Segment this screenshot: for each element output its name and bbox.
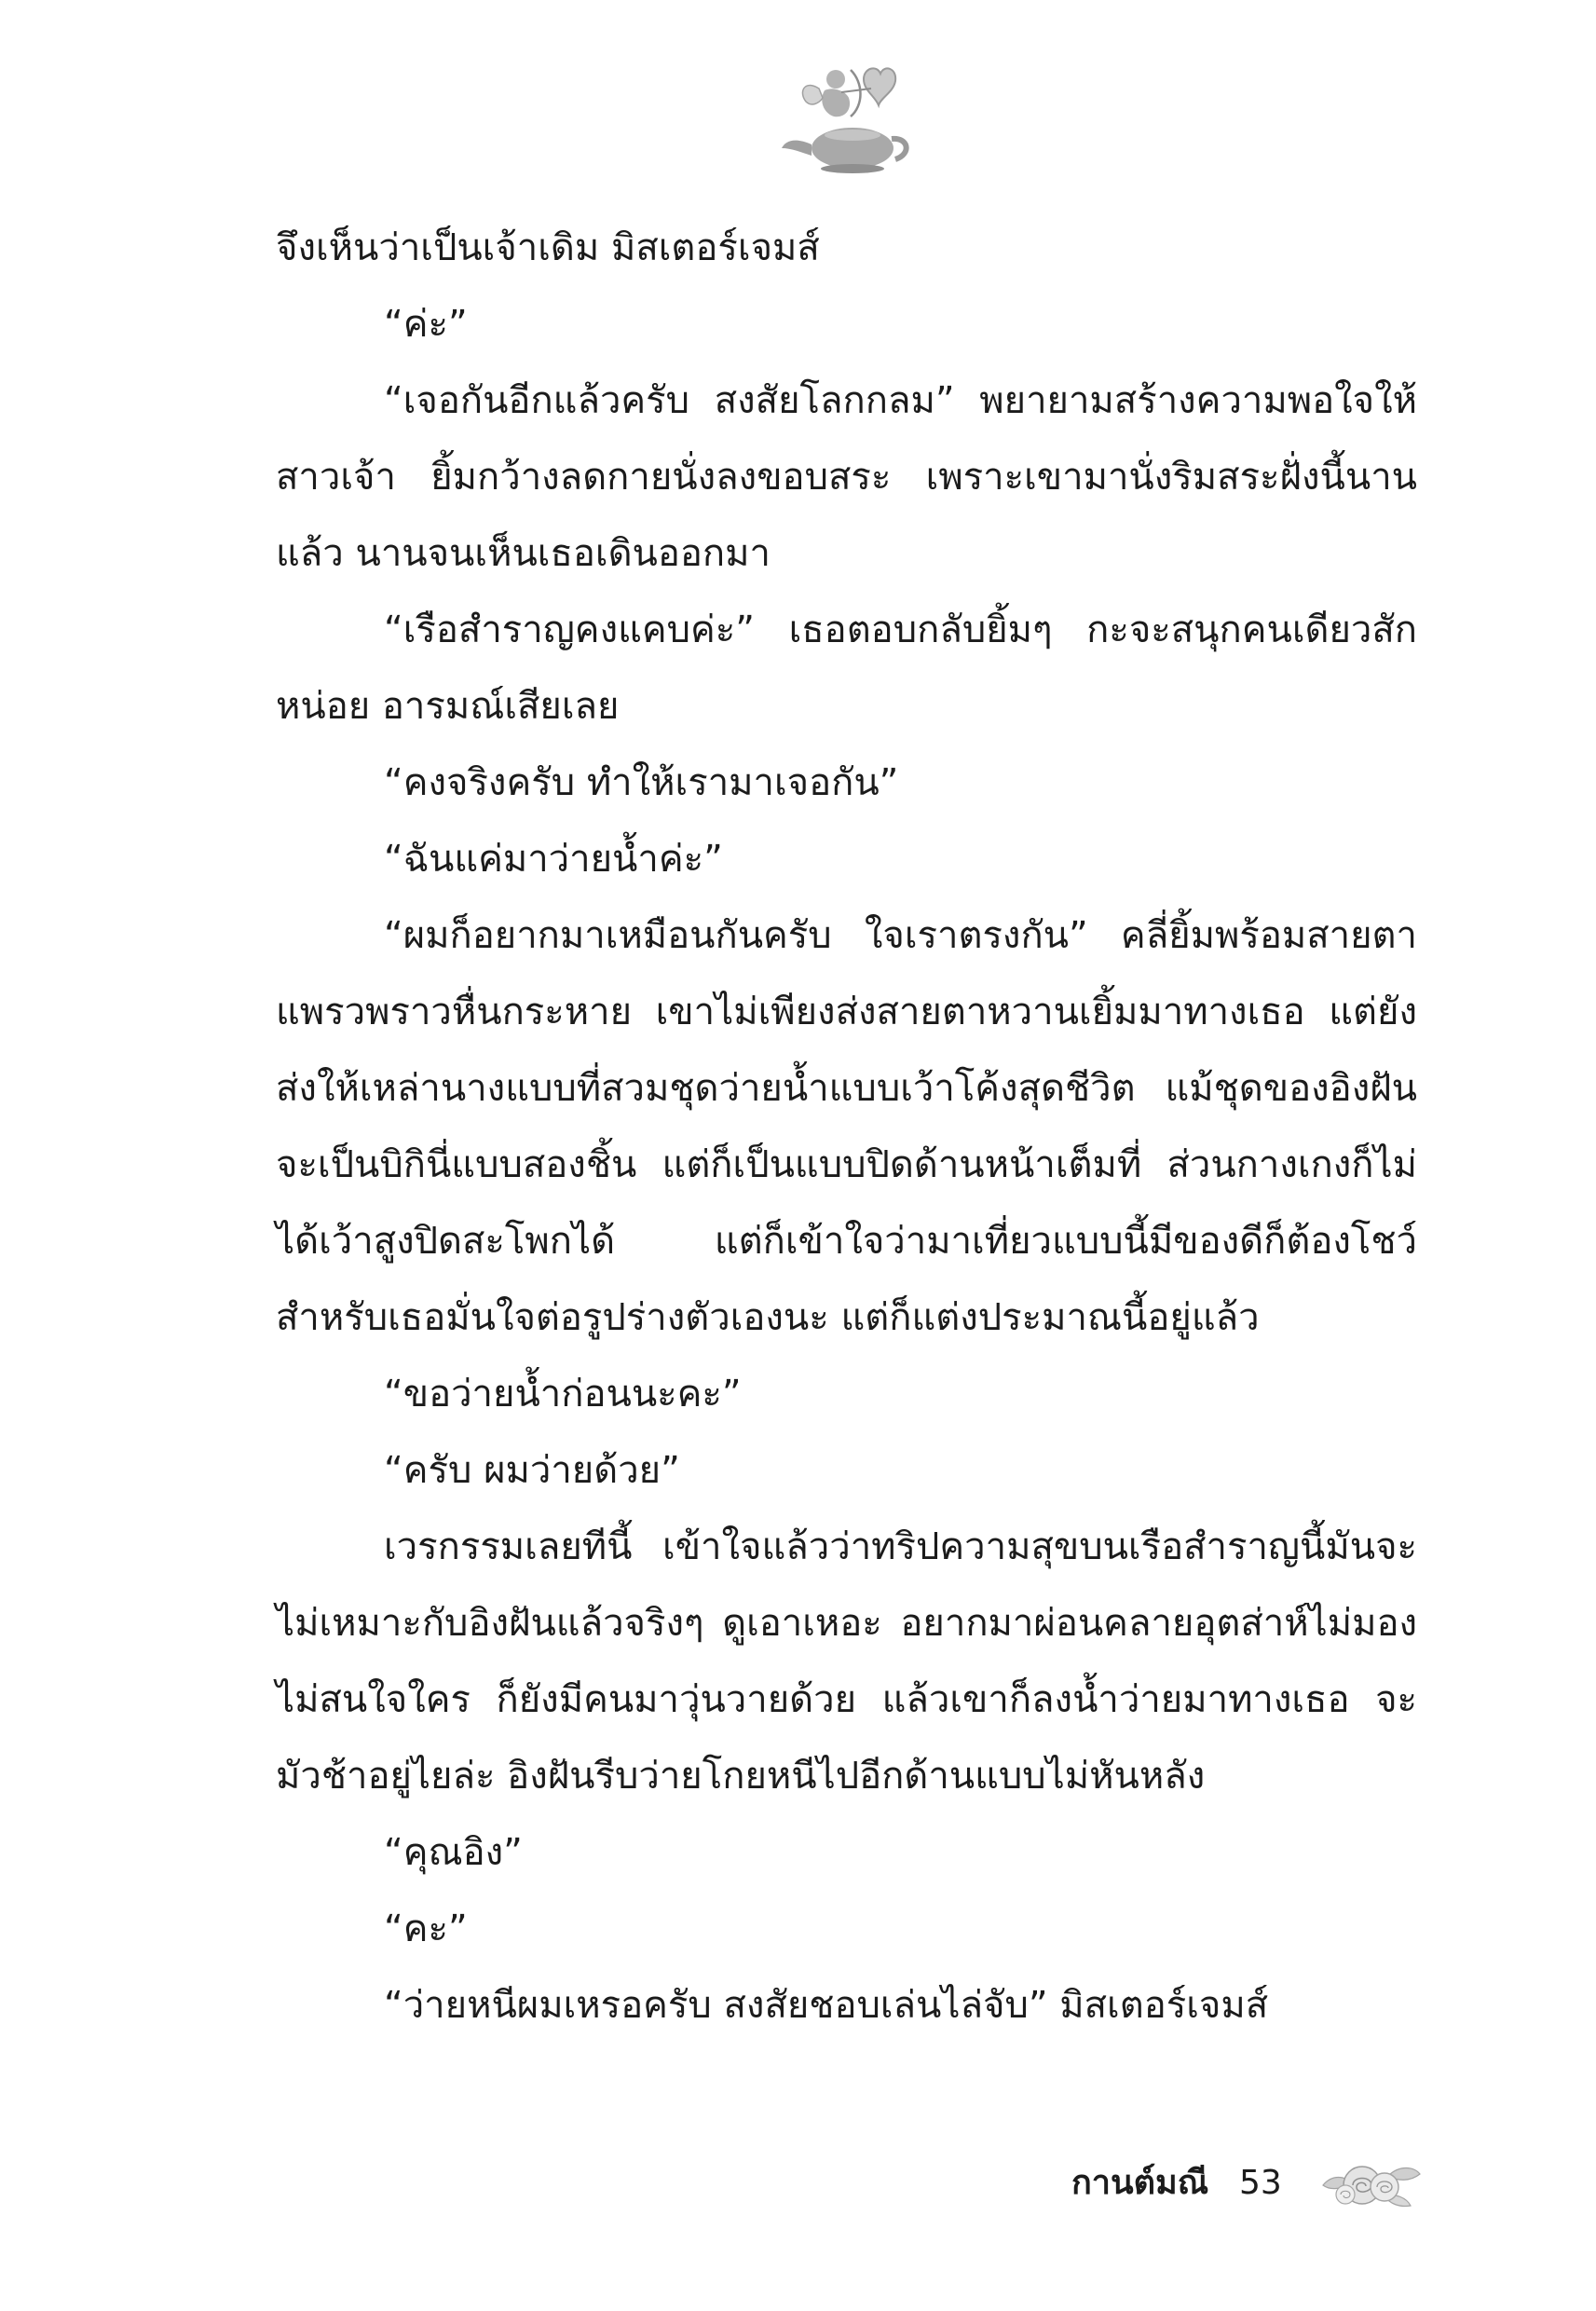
paragraph: “ผมก็อยากมาเหมือนกันครับ ใจเราตรงกัน” คลี่ยิ้มพร้อมสายตาแพรวพราวหื่นกระหาย เขาไม่เพียงส่งสายตาหวานเยิ้มมาทางเธอ แต่ยังส่งให้เหล่านางแบบที่สวมชุดว่ายน้ำแบบเว้าโค้งสุดชีวิต แม้ชุดของอิงฝันจะเป็นบิกินี่แบบสองชิ้น แต่ก็เป็นแบบปิดด้านหน้าเต็มที่ ส่วนกางเกงก็ไม่ได้เว้าสูงปิดสะโพกได้ แต่ก็เข้าใจว่ามาเที่ยวแบบนี้มีของดีก็ต้องโชว์ สำหรับเธอมั่นใจต่อรูปร่างตัวเองนะ แต่ก็แต่งประมาณนี้อยู่แล้ว [276, 914, 1417, 1339]
paragraph: เวรกรรมเลยทีนี้ เข้าใจแล้วว่าทริปความสุขบนเรือสำราญนี้มันจะไม่เหมาะกับอิงฝันแล้วจริงๆ ดูเอาเหอะ อยากมาผ่อนคลายอุตส่าห์ไม่มองไม่สนใจใคร ก็ยังมีคนมาวุ่นวายด้วย แล้วเขาก็ลงน้ำว่ายมาทางเธอ จะมัวช้าอยู่ไยล่ะ อิงฝันรีบว่ายโกยหนีไปอีกด้านแบบไม่หันหลัง [276, 1525, 1417, 1798]
paragraph: “คุณอิง” [384, 1831, 523, 1874]
running-title: กานต์มณี [1071, 2164, 1209, 2202]
paragraph: “ว่ายหนีผมเหรอครับ สงสัยชอบเล่นไล่จับ” มิสเตอร์เจมส์ [384, 1984, 1269, 2027]
paragraph: “เรือสำราญคงแคบค่ะ” เธอตอบกลับยิ้มๆ กะจะสนุกคนเดียวสักหน่อย อารมณ์เสียเลย [276, 609, 1417, 728]
paragraph: “เจอกันอีกแล้วครับ สงสัยโลกกลม” พยายามสร้างความพอใจให้สาวเจ้า ยิ้มกว้างลดกายนั่งลงขอบสระ เพราะเขามานั่งริมสระฝั่งนี้นานแล้ว นานจนเห็นเธอเดินออกมา [276, 379, 1417, 575]
paragraph: “คะ” [384, 1908, 468, 1950]
paragraph: “ขอว่ายน้ำก่อนนะคะ” [384, 1373, 742, 1415]
paragraph: จึงเห็นว่าเป็นเจ้าเดิม มิสเตอร์เจมส์ [276, 226, 820, 269]
body-text [276, 210, 1417, 2044]
paragraph: “ค่ะ” [384, 303, 468, 346]
teapot-cupid-ornament-icon [778, 51, 918, 177]
paragraph: “คงจริงครับ ทำให้เรามาเจอกัน” [384, 761, 899, 804]
paragraph: “ครับ ผมว่ายด้วย” [384, 1449, 680, 1492]
paragraph: “ฉันแค่มาว่ายน้ำค่ะ” [384, 838, 723, 881]
page-number: 53 [1239, 2164, 1282, 2202]
rose-ornament-icon [1314, 2148, 1425, 2215]
page-footer [1071, 2148, 1425, 2222]
